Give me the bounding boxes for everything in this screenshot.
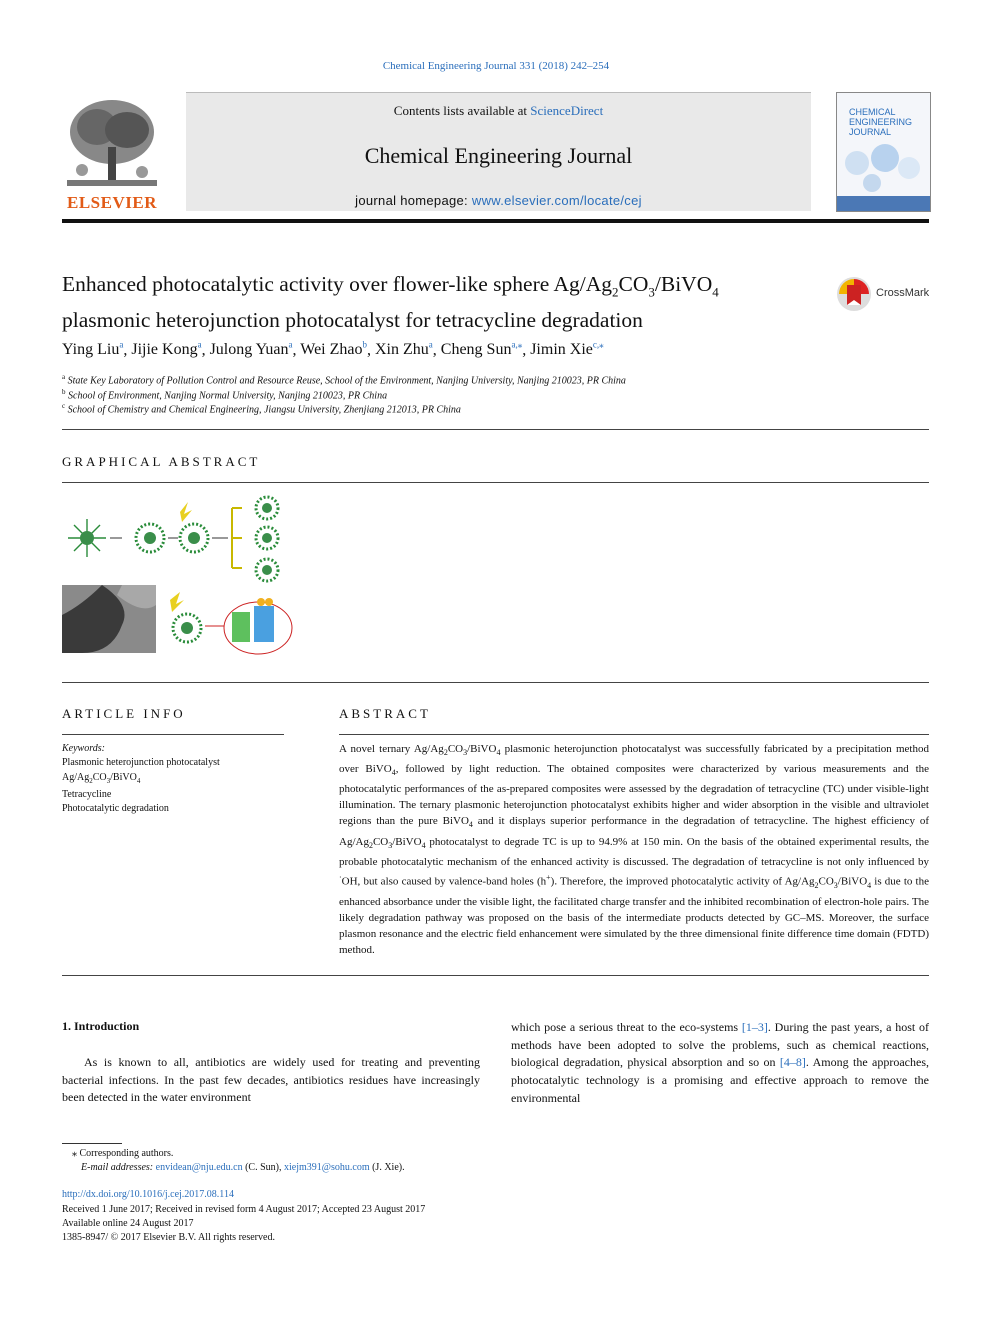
author[interactable]: Cheng Sun$^{a,⁎}$ [440,340,523,359]
corresponding-authors-note: ⁎ Corresponding authors. [72,1148,174,1159]
contents-line: Contents lists available at ScienceDirect [393,103,604,118]
keyword: Photocatalytic degradation [62,803,169,815]
author[interactable]: Jijie Kong$^a$ [131,340,202,359]
article-title: Enhanced photocatalytic activity over flower-like sphere $Ag/Ag_2CO_3/BiVO_4$ plasmonic heterojunction photocatalyst for tetracycline degradation [62,272,719,333]
abstract-heading: ABSTRACT [339,706,431,721]
author[interactable]: Xin Zhu$^a$ [375,340,433,359]
affiliation: $^c$ School of Chemistry and Chemical Engineering, Jiangsu University, Zhenjiang 212013, PR China [62,402,461,416]
email-link[interactable]: xiejm391@sohu.com [284,1162,370,1173]
intro-paragraph: which pose a serious threat to the eco-systems [1–3]. During the past years, a host of methods have been adopted to solve the problems, such as chemical reactions, biological degradation, physical absorption and so on [4–8]. Among the approaches, photocatalytic technology is a promising and effective approach to remove the environmental [511,1020,929,1105]
journal-citation[interactable]: Chemical Engineering Journal 331 (2018) 242–254 [382,60,610,72]
keywords-block [62,742,292,816]
author[interactable]: Jimin Xie$^{c,⁎}$ [530,340,604,359]
author[interactable]: Julong Yuan$^a$ [209,340,293,359]
journal-title: Chemical Engineering Journal [364,143,633,168]
author[interactable]: Ying Liu$^a$ [62,340,124,359]
section-heading-introduction: 1. Introduction [62,1019,140,1033]
keyword: Plasmonic heterojunction photocatalyst [62,757,220,769]
reference-link[interactable]: [4–8] [779,1055,806,1070]
crossmark-badge[interactable]: CrossMark [836,276,936,312]
divider [62,429,929,430]
divider [62,482,929,483]
crossmark-icon [836,276,872,312]
affiliation: $^a$ State Key Laboratory of Pollution Control and Resource Reuse, School of the Environment, Nanjing University, Nanjing 210023, PR China [62,373,626,387]
affiliation: $^b$ School of Environment, Nanjing Normal University, Nanjing 210023, PR China [62,388,388,402]
elsevier-logo-text: ELSEVIER [67,193,157,212]
graphical-abstract-heading: GRAPHICAL ABSTRACT [62,454,261,469]
email-addresses: E-mail addresses: envidean@nju.edu.cn (C. Sun), xiejm391@sohu.com (J. Xie). [81,1162,405,1173]
divider [62,734,284,735]
email-link[interactable]: envidean@nju.edu.cn [155,1162,243,1173]
homepage-link[interactable]: www.elsevier.com/locate/cej [471,193,642,208]
article-info-heading: ARTICLE INFO [62,706,186,721]
homepage-line: journal homepage: www.elsevier.com/locate/cej [355,193,642,208]
received-dates: Received 1 June 2017; Received in revised form 4 August 2017; Accepted 23 August 2017 [62,1204,426,1215]
doi-link[interactable]: http://dx.doi.org/10.1016/j.cej.2017.08.114 [62,1189,234,1200]
tem-micrograph [62,585,156,653]
footnote-rule [62,1143,122,1144]
keywords-heading: Keywords: [62,743,105,754]
journal-cover-thumbnail[interactable]: CHEMICAL ENGINEERING JOURNAL [836,92,931,212]
reference-link[interactable]: [1–3] [741,1020,768,1034]
abstract-text: A novel ternary $Ag/Ag_2CO_3/BiVO_4$ plasmonic heterojunction photocatalyst was successfully fabricated by a precipitation method over BiVO$_4$, followed by light reduction. The obtained composites were characterized by various measurements and the photocatalytic performances of the as-prepared composites were assessed by the degradation of tetracycline (TC) under visible-light illumination. The ternary plasmonic heterojunction photocatalyst exhibits higher and wider absorption in the visible and ultraviolet regions than the pure BiVO$_4$ and it displays superior performance in the degradation of tetracycline. The highest efficiency of $Ag/Ag_2CO_3/BiVO_4$ photocatalyst to degrade TC is up to 94.9% at 150 min. On the basis of the obtained experimental results, the probable photocatalytic mechanism of the enhanced activity is discussed. The degradation of tetracycline is not only influenced by ·OH, but also caused by valence-band holes (h+). Therefore, the improved photocatalytic activity of $Ag/Ag_2CO_3/BiVO_4$ is due to the enhanced absorbance under the visible light, the facilitated charge transfer and the inhibited recombination of electron-hole pairs. The likely degradation pathway was proposed on the basis of the intermediate products detected by GC–MS. Moreover, the surface plasmon resonance and the electric field enhancement were simulated by the three dimensional finite difference time domain (FDTD) method. [339,743,930,956]
keyword: $Ag/Ag_2CO_3/BiVO_4$ [62,771,141,785]
copyright: 1385-8947/ © 2017 Elsevier B.V. All rights reserved. [62,1232,275,1243]
journal-header-band [186,92,811,211]
divider [62,975,929,976]
available-online: Available online 24 August 2017 [62,1218,194,1229]
cover-illustration [837,138,930,211]
sciencedirect-link[interactable]: ScienceDirect [530,103,604,118]
author[interactable]: Wei Zhao$^b$ [300,340,367,359]
keyword: Tetracycline [62,788,112,800]
intro-paragraph: As is known to all, antibiotics are widely used for treating and preventing bacterial infections. In the past few decades, antibiotics residues have increasingly been detected in the water environment [62,1055,480,1105]
divider [339,734,929,735]
author-list: Ying Liu$^a$, Jijie Kong$^a$, Julong Yuan$^a$, Wei Zhao$^b$, Xin Zhu$^a$, Cheng Sun$^{a,⁎}$, Jimin Xie$^{c,⁎}$ [62,340,604,359]
header-rule [62,219,929,223]
divider [62,682,929,683]
